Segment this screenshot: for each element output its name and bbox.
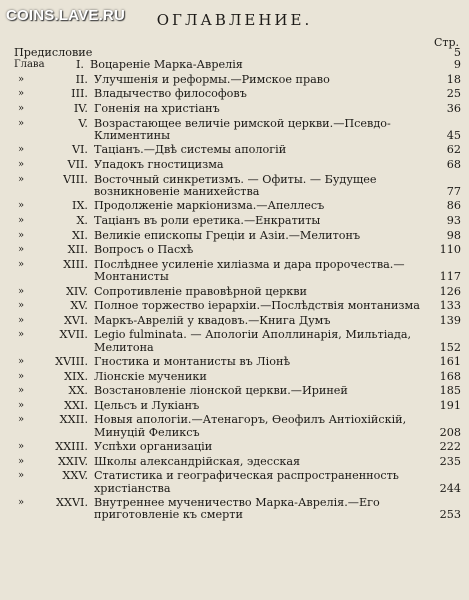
page-column-label: Стр.	[433, 36, 459, 49]
toc-entry-title: Новыя апологіи.—Атенагоръ, Ѳеофилъ Антіохійскій, Минуцій Феликсъ	[94, 413, 407, 439]
toc-entry-number: XVIII.	[55, 355, 88, 369]
toc-entry	[14, 74, 461, 86]
toc-entry	[14, 456, 461, 468]
toc-entry	[14, 385, 461, 397]
toc-entry-marker: »	[18, 229, 25, 241]
toc-entry-title: Гоненія на христіанъ	[94, 101, 220, 115]
toc-entry-marker: »	[18, 370, 25, 382]
toc-entry-page: 98	[446, 228, 461, 242]
toc-entry-number: XXV.	[62, 469, 88, 483]
toc-entry-page: 139	[439, 313, 461, 327]
toc-entry-title: Послѣднее усиленіе хиліазма и дара пророчества.—Монтанисты	[94, 257, 405, 283]
toc-entry-number: I.	[76, 58, 84, 72]
toc-entry-title: Упадокъ гностицизма	[94, 157, 224, 171]
toc-entry-number: VI.	[71, 143, 88, 157]
toc-entry-number: IV.	[73, 101, 88, 115]
toc-entry-number: VII.	[67, 157, 88, 171]
toc-entry	[14, 470, 461, 494]
toc-entry-title: Ліонскіе мученики	[94, 369, 207, 383]
toc-entry-marker: »	[18, 158, 25, 170]
table-of-contents	[14, 47, 461, 522]
toc-entry-page: 117	[439, 269, 461, 283]
toc-entry-page: 86	[446, 199, 461, 213]
page-title: ОГЛАВЛЕНИЕ.	[156, 11, 313, 29]
toc-entry	[14, 159, 461, 171]
toc-entry	[14, 59, 461, 71]
toc-entry-number: X.	[76, 213, 88, 227]
toc-entry	[14, 400, 461, 412]
toc-entry-number: IX.	[72, 199, 88, 213]
toc-entry	[14, 300, 461, 312]
toc-entry	[14, 497, 461, 521]
toc-entry-title: Школы александрійская, эдесская	[94, 454, 301, 468]
toc-entry-marker: »	[18, 214, 25, 226]
toc-entry-marker: »	[18, 441, 25, 453]
toc-entry-page: 62	[446, 143, 461, 157]
toc-entry-title: Предисловие	[14, 46, 93, 59]
toc-entry	[14, 329, 461, 353]
toc-entry-title: Гностика и монтанисты въ Ліонѣ	[94, 355, 291, 369]
toc-entry-number: II.	[75, 72, 88, 86]
toc-entry	[14, 118, 461, 142]
toc-entry-page: 93	[446, 213, 461, 227]
toc-entry-page: 222	[439, 440, 461, 454]
toc-entry-page: 45	[446, 128, 461, 142]
toc-entry-title: Вопросъ о Пасхѣ	[94, 243, 194, 257]
toc-entry-marker: »	[18, 300, 25, 312]
toc-entry-title: Полное торжество іерархіи.—Послѣдствія монтанизма	[94, 299, 420, 313]
toc-entry-title: Воцареніе Марка-Аврелія	[90, 58, 243, 72]
toc-entry-page: 77	[446, 184, 461, 198]
toc-entry-page: 235	[439, 454, 461, 468]
toc-entry	[14, 88, 461, 100]
toc-entry-marker: »	[18, 88, 25, 100]
toc-entry-number: XIV.	[65, 284, 88, 298]
toc-entry-page: 5	[453, 46, 461, 59]
toc-entry-number: XVI.	[63, 313, 88, 327]
toc-entry-number: XI.	[72, 228, 88, 242]
toc-entry-title: Статистика и географическая распространенность христіанства	[94, 469, 399, 495]
toc-entry-marker: »	[18, 414, 25, 426]
toc-entry-title: Маркъ-Аврелій у квадовъ.—Книга Думъ	[94, 313, 331, 327]
toc-entry-number: VIII.	[63, 172, 88, 186]
toc-entry-page: 185	[439, 384, 461, 398]
toc-entry-marker: »	[18, 314, 25, 326]
toc-entry-marker: »	[18, 144, 25, 156]
toc-entry-number: XVII.	[59, 328, 88, 342]
toc-entry-marker: »	[18, 244, 25, 256]
toc-entry	[14, 215, 461, 227]
toc-entry	[14, 230, 461, 242]
toc-entry-number: V.	[78, 116, 88, 130]
toc-entry-title: Продолженіе маркіонизма.—Апеллесъ	[94, 199, 325, 213]
toc-entry-number: XIII.	[63, 257, 88, 271]
toc-entry-page: 161	[439, 355, 461, 369]
toc-entry-number: III.	[71, 87, 88, 101]
toc-entry-title: Таціанъ въ роли еретика.—Енкратиты	[94, 213, 321, 227]
toc-entry-title: Владычество философовъ	[94, 87, 247, 101]
toc-entry	[14, 414, 461, 438]
toc-entry-marker: »	[18, 258, 25, 270]
toc-entry-page: 9	[453, 58, 461, 72]
toc-entry-marker: »	[18, 173, 25, 185]
toc-entry-number: XXIII.	[55, 440, 88, 454]
toc-entry-title: Восточный синкретизмъ. — Офиты. — Будущее возникновеніе манихейства	[94, 172, 377, 198]
toc-entry	[14, 371, 461, 383]
toc-entry-number: XV.	[70, 299, 88, 313]
toc-entry-title: Legio fulminata. — Апологіи Аполлинарія, Мильтіада, Мелитона	[94, 328, 412, 354]
toc-entry-number: XXVI.	[56, 496, 88, 510]
toc-entry-page: 208	[439, 425, 461, 439]
toc-entry-page: 126	[439, 284, 461, 298]
toc-entry-title: Возстановленіе ліонской церкви.—Ириней	[94, 384, 348, 398]
toc-entry	[14, 244, 461, 256]
toc-entry-title: Сопротивленіе правовѣрной церкви	[94, 284, 307, 298]
toc-entry	[14, 174, 461, 198]
toc-entry-marker: »	[18, 399, 25, 411]
toc-entry-number: XIX.	[64, 369, 88, 383]
toc-entry-page: 110	[439, 243, 461, 257]
toc-entry-title: Внутреннее мученичество Марка-Аврелія.—Его приготовленіе къ смерти	[94, 496, 380, 522]
toc-entry-marker: »	[18, 497, 25, 509]
toc-entry-marker: Глава	[14, 59, 45, 71]
toc-entry-page: 25	[446, 87, 461, 101]
toc-entry-page: 18	[446, 72, 461, 86]
toc-entry-page: 68	[446, 157, 461, 171]
toc-entry-title: Улучшенія и реформы.—Римское право	[94, 72, 330, 86]
toc-entry-number: XXIV.	[57, 454, 88, 468]
toc-entry-page: 253	[439, 508, 461, 522]
toc-entry-title: Возрастающее величіе римской церкви.—Псевдо-Климентины	[94, 116, 391, 142]
toc-entry-page: 244	[439, 481, 461, 495]
toc-entry-page: 133	[439, 299, 461, 313]
toc-entry	[14, 200, 461, 212]
toc-entry-marker: »	[18, 285, 25, 297]
toc-entry-marker: »	[18, 470, 25, 482]
toc-entry-marker: »	[18, 73, 25, 85]
toc-entry-title: Великіе епископы Греціи и Азіи.—Мелитонъ	[94, 228, 361, 242]
toc-entry-marker: »	[18, 200, 25, 212]
toc-entry-page: 36	[446, 101, 461, 115]
toc-entry-page: 152	[439, 340, 461, 354]
watermark-text: COINS.LAVE.RU	[6, 7, 125, 24]
toc-entry	[14, 286, 461, 298]
toc-entry-title: Таціанъ.—Двѣ системы апологій	[94, 143, 287, 157]
toc-entry	[14, 315, 461, 327]
toc-entry-title: Цельсъ и Лукіанъ	[94, 398, 200, 412]
toc-entry-marker: »	[18, 102, 25, 114]
toc-entry-page: 168	[439, 369, 461, 383]
toc-entry-page: 191	[439, 398, 461, 412]
toc-entry-marker: »	[18, 356, 25, 368]
toc-entry	[14, 144, 461, 156]
toc-entry	[14, 441, 461, 453]
toc-entry-number: XX.	[68, 384, 88, 398]
toc-entry-number: XII.	[67, 243, 88, 257]
toc-entry	[14, 259, 461, 283]
toc-entry-marker: »	[18, 455, 25, 467]
toc-entry-number: XXII.	[59, 413, 88, 427]
toc-entry-number: XXI.	[64, 398, 88, 412]
toc-entry-marker: »	[18, 385, 25, 397]
toc-entry	[14, 356, 461, 368]
toc-entry-marker: »	[18, 329, 25, 341]
toc-entry	[14, 103, 461, 115]
toc-entry-title: Успѣхи организаціи	[94, 440, 213, 454]
toc-entry-marker: »	[18, 117, 25, 129]
